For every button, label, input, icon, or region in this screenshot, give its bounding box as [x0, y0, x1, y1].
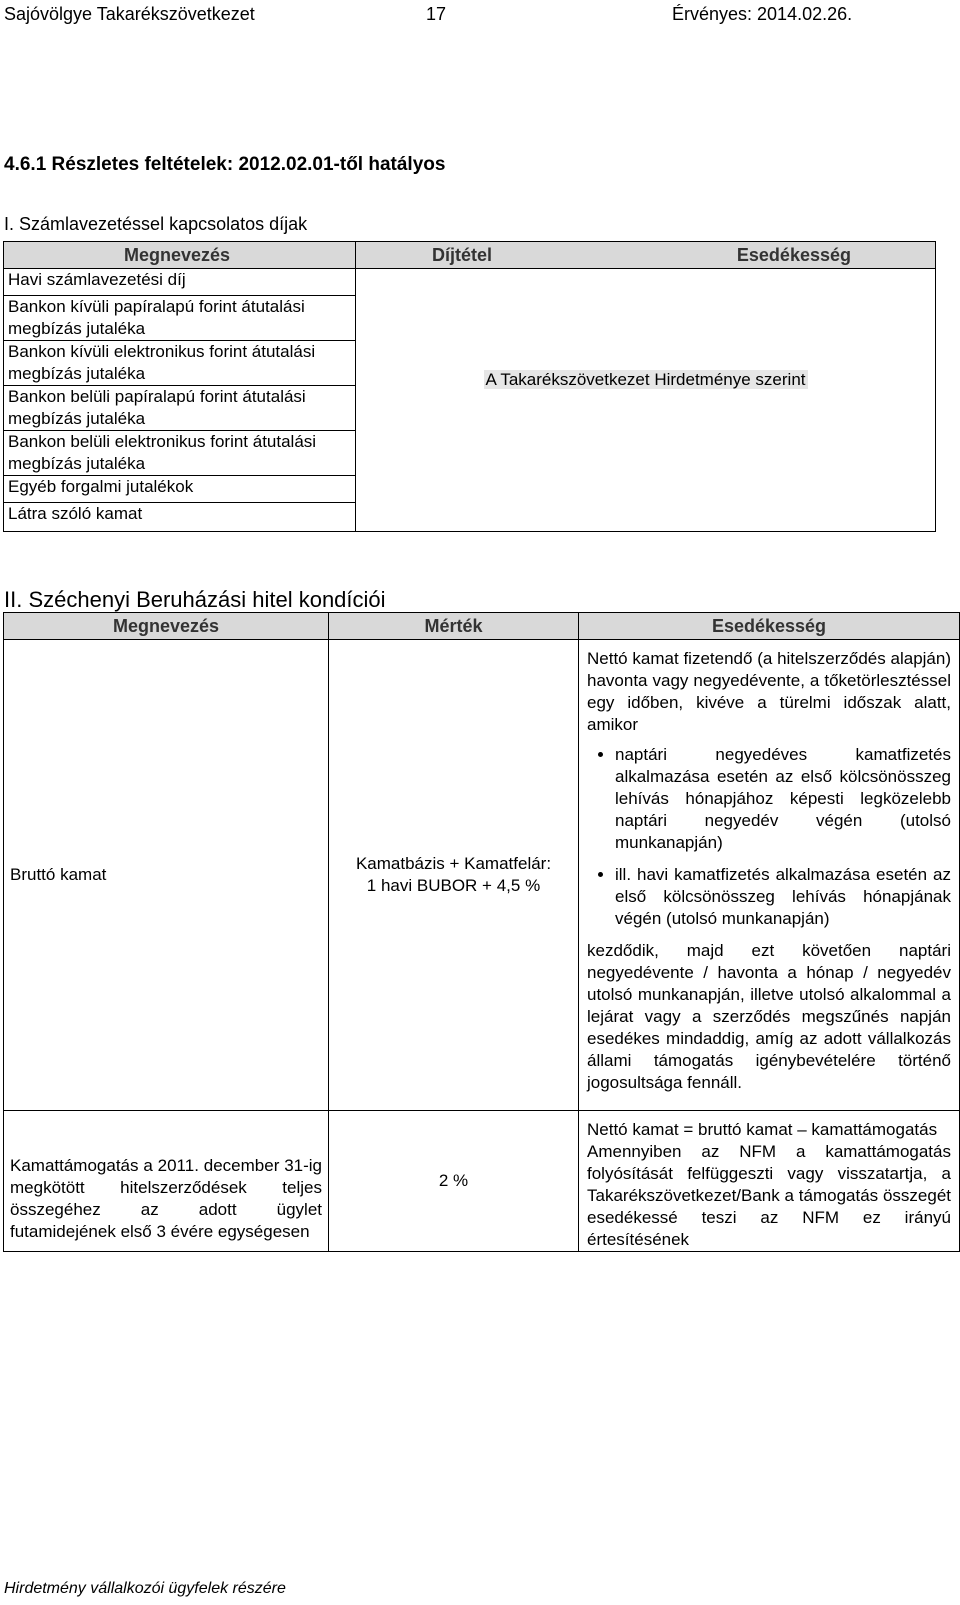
header-cell: Mérték [329, 613, 579, 640]
header-cell-text: Esedékesség [736, 245, 851, 265]
header-page-number: 17 [426, 4, 447, 24]
row-label: Bankon belüli papíralapú forint átutalási megbízás jutaléka [4, 386, 356, 431]
table-header-row [4, 242, 936, 269]
header-company: Sajóvölgye Takarékszövetkezet [4, 4, 255, 24]
rate-line: 1 havi BUBOR + 4,5 % [366, 876, 541, 895]
table-row [4, 269, 936, 296]
row-label: Bankon kívüli papíralapú forint átutalási megbízás jutaléka [4, 296, 356, 341]
header-valid-date: Érvényes: 2014.02.26. [672, 4, 853, 24]
loan-conditions-table [3, 612, 960, 1252]
row-label: Havi számlavezetési díj [4, 269, 356, 296]
page-footer: Hirdetmény vállalkozói ügyfelek részére [4, 1580, 286, 1597]
section-title: 4.6.1 Részletes feltételek: 2012.02.01-től hatályos [4, 154, 446, 175]
row-due [579, 1111, 960, 1252]
table-row [4, 1111, 960, 1252]
header-cell: Megnevezés [4, 242, 356, 269]
table-row [4, 640, 960, 1111]
row-label: Látra szóló kamat [4, 503, 356, 532]
row-name: Kamattámogatás a 2011. december 31-ig megkötött hitelszerződések teljes összegéhez az adott ügylet futamidejének első 3 évére egységesen [4, 1111, 329, 1252]
due-bullet-list [587, 744, 951, 930]
section1-title: I. Számlavezetéssel kapcsolatos díjak [4, 214, 308, 234]
header-cell: Megnevezés [4, 613, 329, 640]
fee-value: A Takarékszövetkezet Hirdetménye szerint [485, 370, 806, 389]
row-due [579, 640, 960, 1111]
row-rate: 2 % [329, 1111, 579, 1252]
page-header [4, 4, 954, 30]
header-cell: Esedékesség [579, 613, 960, 640]
due-outro: kezdődik, majd ezt követően naptári negyedévente / havonta a hónap / negyedév utolsó munkanapján, illetve utolsó alkalommal a lejárat vagy a szerződés megszűnés napján esedékes mindaddig, amíg az adott vállalkozás állami támogatás igénybevételére történő jogosultsága fennáll. [587, 941, 951, 1092]
list-item: • naptári negyedéves kamatfizetés alkalmazása esetén az első kölcsönösszeg lehívás hónapjához képesti legközelebb naptári negyedév végén (utolsó munkanapján) [615, 744, 951, 854]
rate-line: Kamatbázis + Kamatfelár: [355, 854, 552, 873]
fees-table [3, 241, 936, 532]
section2-title: II. Széchenyi Beruházási hitel kondíciói [4, 587, 386, 612]
row-label: Bankon belüli elektronikus forint átutalási megbízás jutaléka [4, 431, 356, 476]
header-cell-text: Díjtétel [432, 245, 493, 265]
row-name: Bruttó kamat [4, 640, 329, 1111]
row-label: Egyéb forgalmi jutalékok [4, 476, 356, 503]
header-cell [356, 242, 936, 269]
row-label: Bankon kívüli elektronikus forint átutalási megbízás jutaléka [4, 341, 356, 386]
row-rate [329, 640, 579, 1111]
due-line: Amennyiben az NFM a kamattámogatás folyósítását felfüggeszti vagy visszatartja, a Takarékszövetkezet/Bank a támogatás összegét esedékessé teszi az NFM ez irányú értesítésének [587, 1142, 951, 1249]
due-line: Nettó kamat = bruttó kamat – kamattámogatás [587, 1120, 938, 1139]
merged-fee-cell [356, 269, 936, 532]
table-header-row [4, 613, 960, 640]
due-intro: Nettó kamat fizetendő (a hitelszerződés alapján) havonta vagy negyedévente, a tőketörlesztéssel egy időben, kivéve a türelmi időszak alatt, amikor [587, 649, 951, 734]
list-item: • ill. havi kamatfizetés alkalmazása esetén az első kölcsönösszeg lehívás hónapjának végén (utolsó munkanapján) [615, 864, 951, 930]
